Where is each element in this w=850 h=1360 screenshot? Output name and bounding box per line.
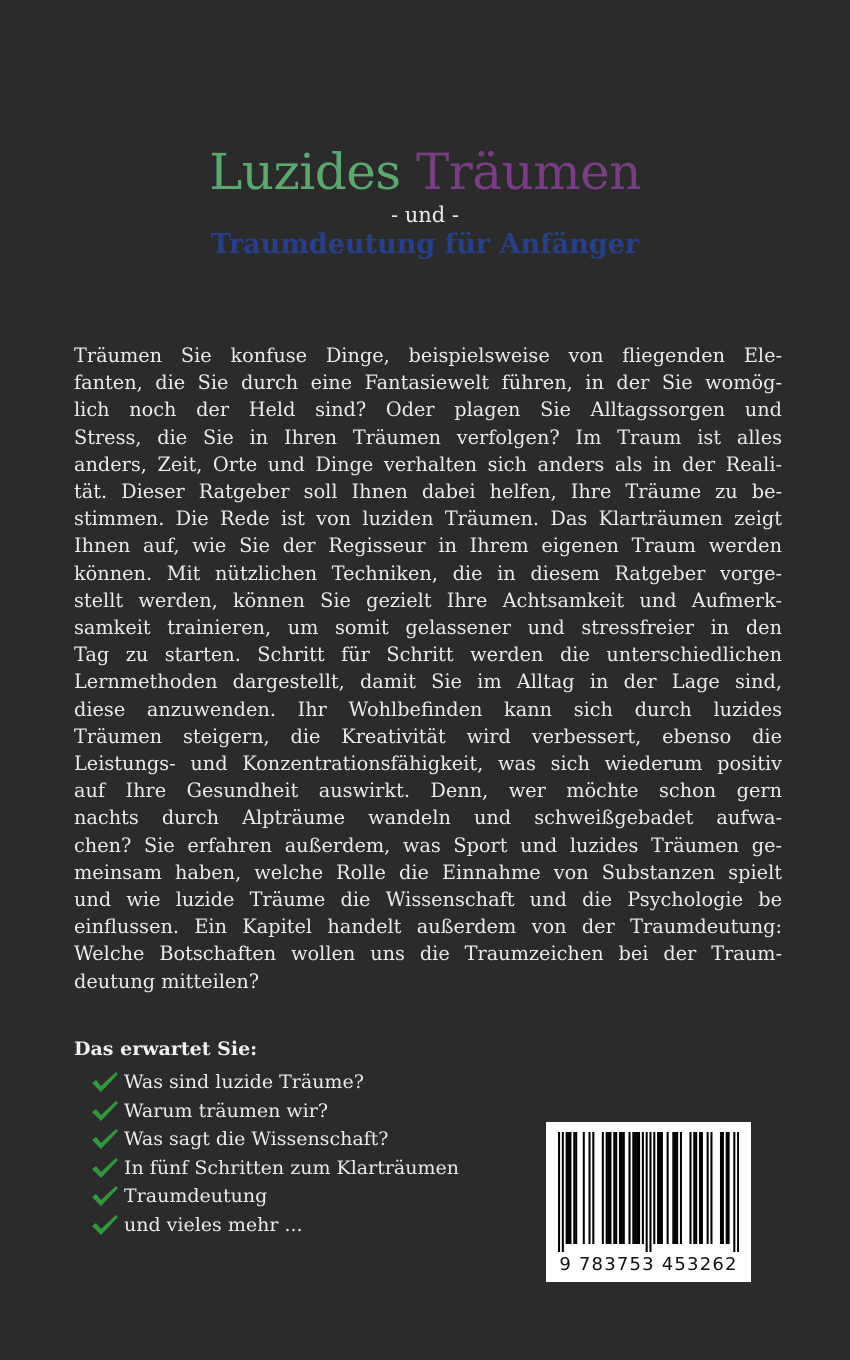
barcode-bar <box>634 1132 636 1244</box>
barcode-bar <box>653 1132 655 1244</box>
barcode-bar <box>667 1132 669 1244</box>
checkmark-icon <box>90 1213 120 1237</box>
barcode-bar <box>674 1132 676 1244</box>
feature-item <box>90 1182 459 1211</box>
blurb-line: einflussen. Ein Kapitel handelt außerdem von der Traumdeutung: <box>74 915 782 939</box>
blurb-line: anders, Zeit, Orte und Dinge verhalten sich anders als in der Reali- <box>74 452 782 476</box>
blurb-line: Ihnen auf, wie Sie der Regisseur in Ihrem eigenen Traum werden <box>74 534 782 558</box>
barcode-bar <box>592 1132 594 1244</box>
title-block <box>0 140 850 262</box>
barcode-bar <box>606 1132 608 1244</box>
blurb-line: auf Ihre Gesundheit auswirkt. Denn, wer möchte schon gern <box>74 779 782 803</box>
title-word-traeumen: Träumen <box>415 143 641 201</box>
barcode-bar <box>699 1132 701 1244</box>
checkmark-icon <box>90 1099 120 1123</box>
barcode-bar <box>588 1132 590 1244</box>
feature-item <box>90 1154 459 1183</box>
feature-label: und vieles mehr ... <box>124 1213 303 1236</box>
barcode-bar <box>568 1132 570 1244</box>
blurb-line: Stress, die Sie in Ihren Träumen verfolgen? Im Traum ist alles <box>74 425 782 449</box>
barcode-bar <box>695 1132 697 1244</box>
title-connector: - und - <box>390 203 460 227</box>
barcode-bar <box>636 1132 638 1244</box>
barcode-bar <box>733 1132 735 1252</box>
title-word-luzides: Luzides <box>209 143 401 201</box>
barcode-bar <box>632 1132 634 1244</box>
blurb-line: meinsam haben, welche Rolle die Einnahme von Substanzen spielt <box>74 860 782 884</box>
barcode-bar <box>615 1132 617 1244</box>
barcode-bar <box>575 1132 577 1244</box>
blurb-line: Lernmethoden dargestellt, damit Sie im Alltag in der Lage sind, <box>74 670 782 694</box>
barcode-bar <box>642 1132 644 1244</box>
barcode-bar <box>558 1132 560 1252</box>
barcode-bar <box>583 1132 585 1244</box>
blurb-line: diese anzuwenden. Ihr Wohlbefinden kann sich durch luzides <box>74 697 782 721</box>
blurb-text <box>74 342 782 995</box>
barcode-bar <box>608 1132 610 1244</box>
barcode-bar <box>562 1132 564 1252</box>
barcode-bar <box>613 1132 615 1244</box>
barcode-bar <box>680 1132 682 1244</box>
barcode-bar <box>602 1132 604 1244</box>
barcode-bar <box>573 1132 575 1244</box>
barcode-bar <box>737 1132 739 1252</box>
feature-label: Was sind luzide Träume? <box>124 1071 364 1094</box>
blurb-line: Träumen steigern, die Kreativität wird verbessert, ebenso die <box>74 724 782 748</box>
blurb-line: Welche Botschaften wollen uns die Traumzeichen bei der Traum- <box>74 942 782 966</box>
blurb-line: stellt werden, können Sie gezielt Ihre Achtsamkeit und Aufmerk- <box>74 588 782 612</box>
barcode-bar <box>657 1132 659 1244</box>
checkmark-icon <box>90 1184 120 1208</box>
barcode-bar <box>689 1132 691 1244</box>
barcode-bar <box>672 1132 674 1244</box>
feature-label: Was sagt die Wissenschaft? <box>124 1128 389 1151</box>
blurb-line: Träumen Sie konfuse Dinge, beispielsweise von fliegenden Ele- <box>74 344 782 367</box>
barcode-bar <box>722 1132 724 1244</box>
barcode-bar <box>566 1132 568 1244</box>
feature-list <box>90 1068 459 1239</box>
blurb-line: lich noch der Held sind? Oder plagen Sie Alltagssorgen und <box>74 398 782 422</box>
barcode-bar <box>638 1132 640 1244</box>
checkmark-icon <box>90 1127 120 1151</box>
feature-label: Traumdeutung <box>124 1185 268 1208</box>
barcode-bar <box>720 1132 722 1244</box>
blurb-line: Leistungs- und Konzentrationsfähigkeit, was sich wiederum positiv <box>74 752 782 776</box>
barcode-bar <box>609 1132 611 1244</box>
barcode-bar <box>628 1132 630 1244</box>
blurb-line: samkeit trainieren, um somit gelassener und stressfreier in den <box>74 616 782 640</box>
barcode-bar <box>621 1132 623 1244</box>
barcode-bar <box>661 1132 663 1244</box>
isbn-number: 9 783753 453262 <box>559 1254 738 1275</box>
blurb-line: deutung mitteilen? <box>74 969 260 993</box>
blurb-line: und wie luzide Träume die Wissenschaft und die Psychologie be <box>74 888 782 912</box>
feature-label: Warum träumen wir? <box>124 1099 329 1122</box>
barcode-bar <box>619 1132 621 1244</box>
feature-item <box>90 1211 459 1240</box>
barcode-bar <box>623 1132 625 1244</box>
barcode-bar <box>710 1132 712 1244</box>
barcode-bar <box>659 1132 661 1244</box>
feature-item <box>90 1097 459 1126</box>
barcode-bar <box>701 1132 703 1244</box>
blurb-line: stimmen. Die Rede ist von luziden Träumen. Das Klarträumen zeigt <box>74 507 782 531</box>
barcode-bar <box>707 1132 709 1244</box>
barcode-bar <box>649 1132 651 1252</box>
blurb-line: nachts durch Alpträume wandeln und schweißgebadet aufwa- <box>74 806 782 830</box>
expect-heading: Das erwartet Sie: <box>74 1038 258 1060</box>
blurb-line: tät. Dieser Ratgeber soll Ihnen dabei helfen, Ihre Träume zu be- <box>74 480 782 504</box>
checkmark-icon <box>90 1156 120 1180</box>
barcode-bars <box>558 1132 739 1252</box>
barcode-bar <box>693 1132 695 1244</box>
barcode-bar <box>676 1132 678 1244</box>
barcode-bar <box>728 1132 730 1244</box>
barcode <box>546 1122 751 1282</box>
feature-item <box>90 1068 459 1097</box>
checkmark-icon <box>90 1070 120 1094</box>
barcode-bar <box>726 1132 728 1244</box>
barcode-bar <box>646 1132 648 1252</box>
blurb-line: fanten, die Sie durch eine Fantasiewelt führen, in der Sie womög- <box>74 371 782 395</box>
feature-item <box>90 1125 459 1154</box>
blurb-line: können. Mit nützlichen Techniken, die in diesem Ratgeber vorge- <box>74 561 782 585</box>
book-subtitle: Traumdeutung für Anfänger <box>210 229 640 260</box>
blurb-line: chen? Sie erfahren außerdem, was Sport und luzides Träumen ge- <box>74 833 782 857</box>
feature-label: In fünf Schritten zum Klarträumen <box>124 1156 459 1179</box>
blurb-line: Tag zu starten. Schritt für Schritt werden die unterschiedlichen <box>74 643 782 667</box>
barcode-bar <box>569 1132 571 1244</box>
book-title <box>0 140 850 204</box>
